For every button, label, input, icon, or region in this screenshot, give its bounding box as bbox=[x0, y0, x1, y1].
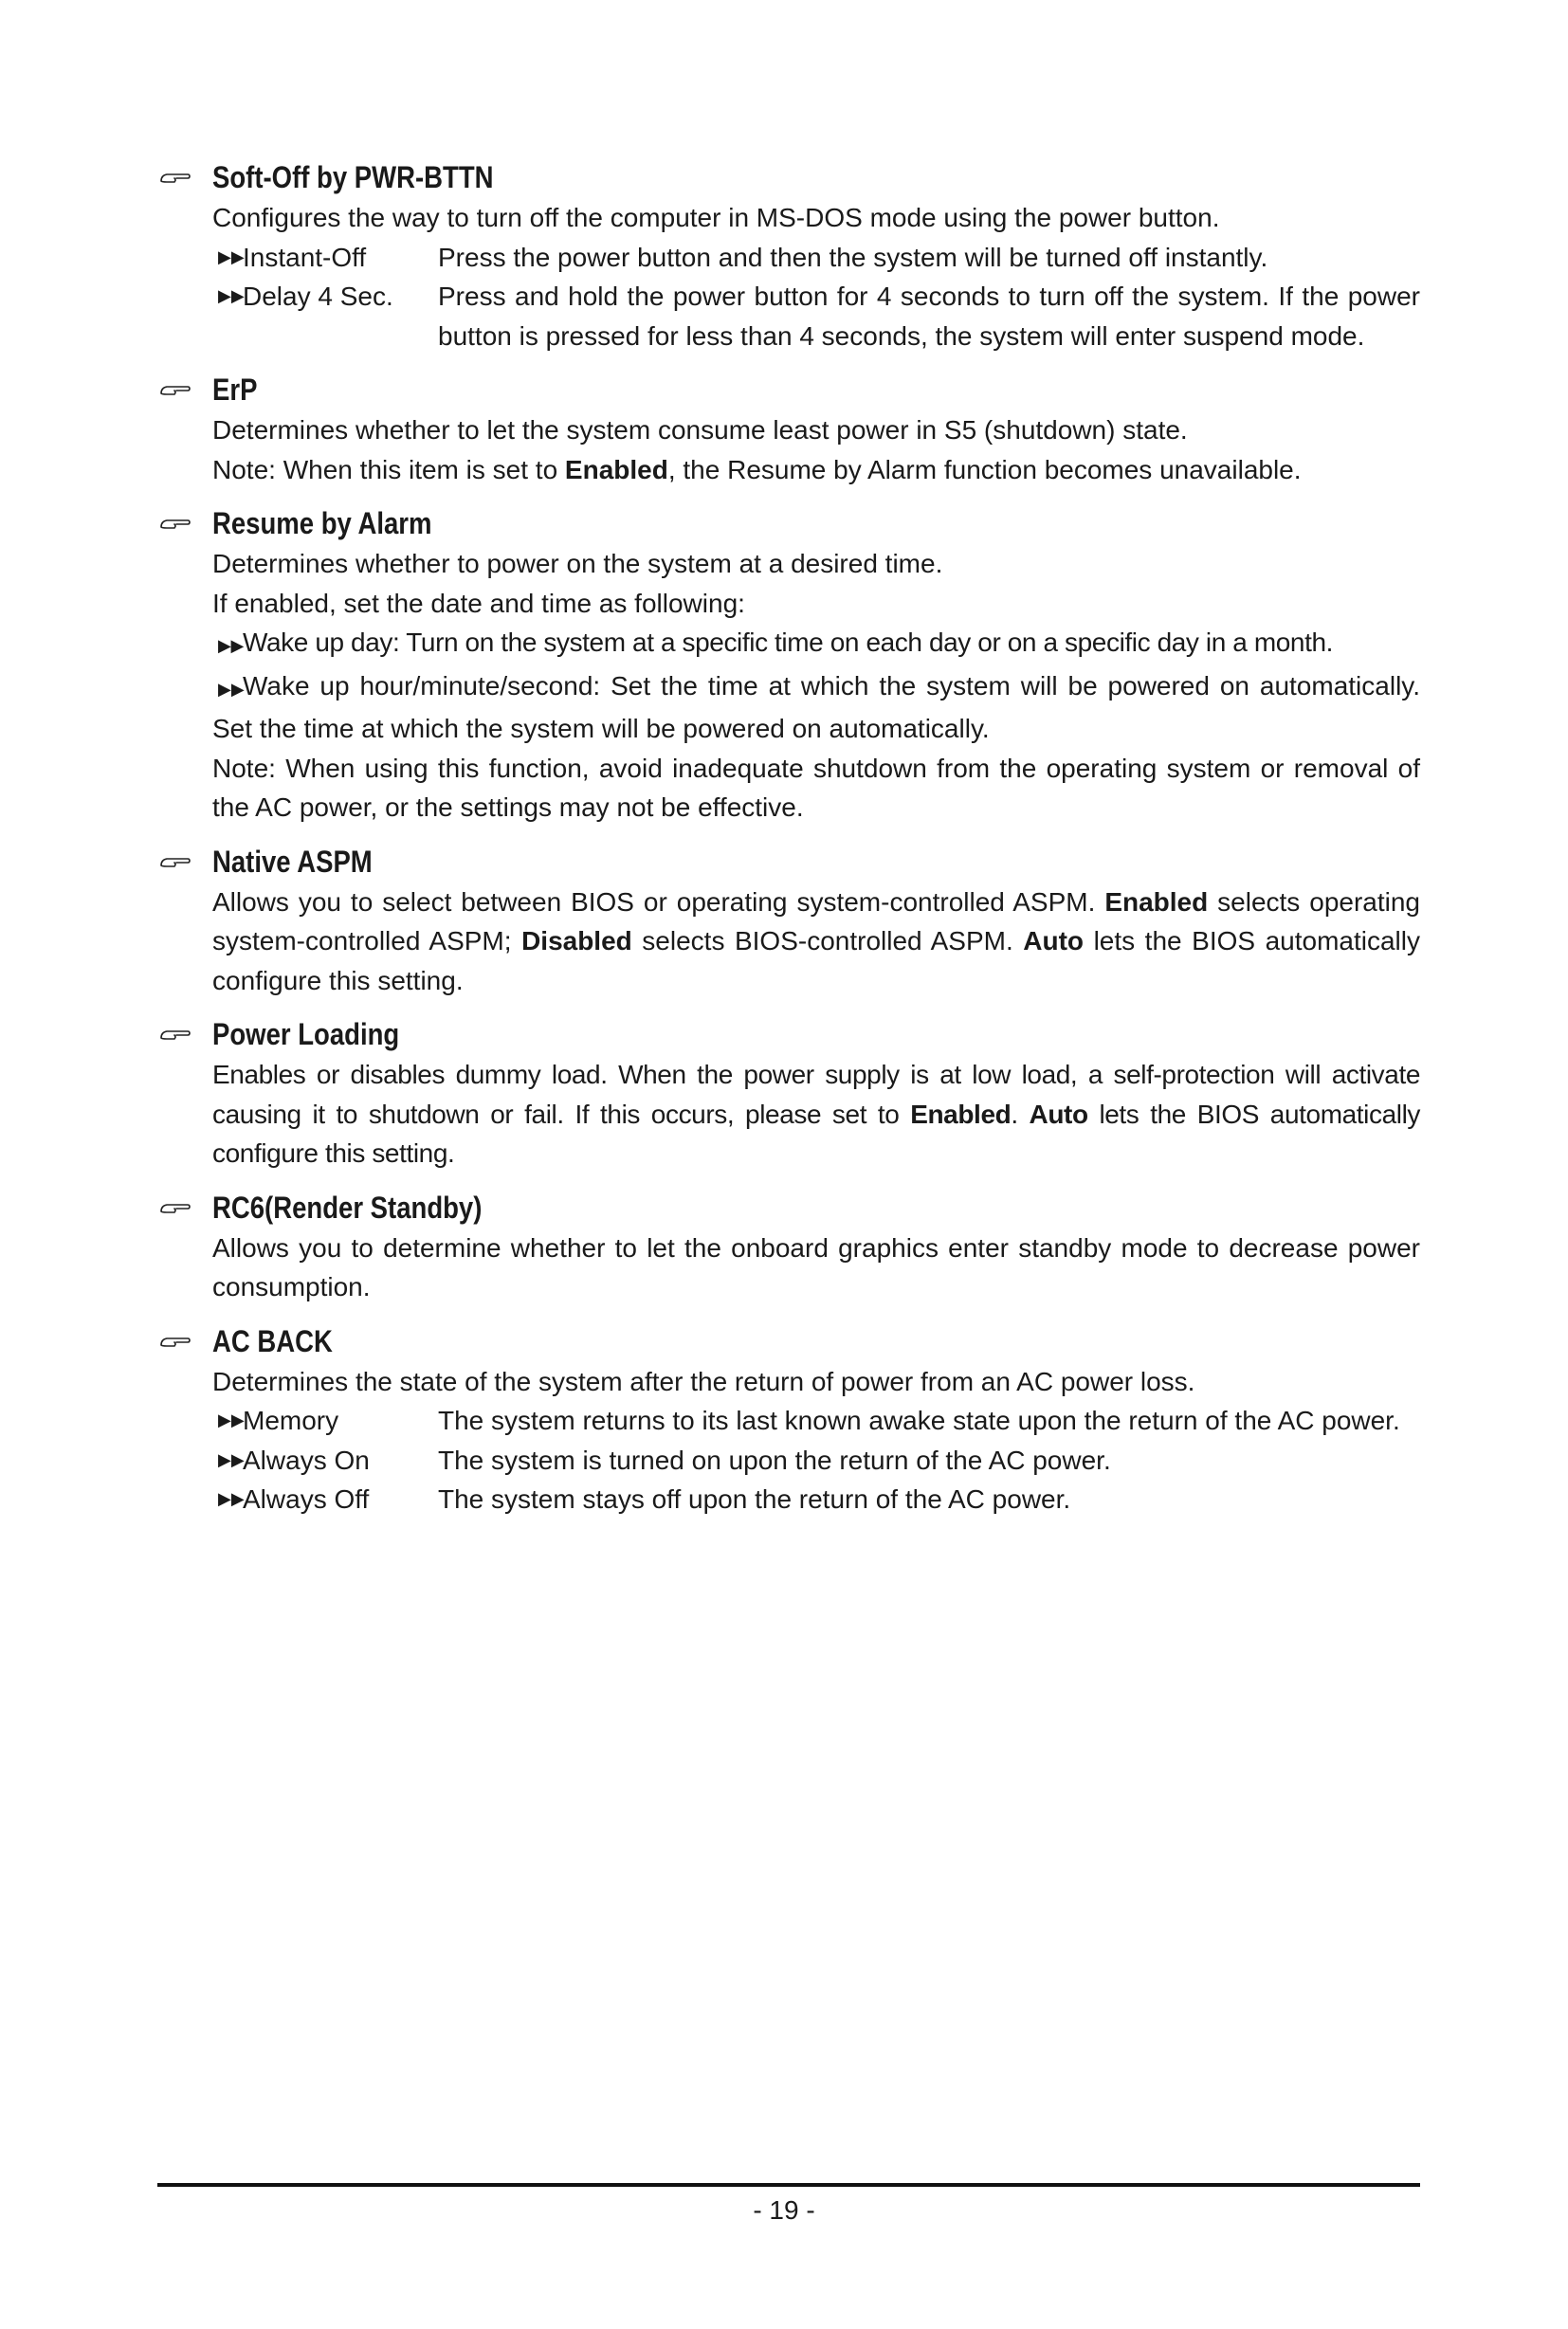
option-row bbox=[218, 1441, 1420, 1481]
section-rc6 bbox=[159, 1187, 1420, 1307]
section-description: Allows you to determine whether to let the onboard graphics enter standby mode to decrease power consumption. bbox=[212, 1232, 1420, 1301]
option-label: Memory bbox=[243, 1406, 339, 1435]
section-description: Determines the state of the system after the return of power from an AC power loss. bbox=[212, 1366, 1195, 1396]
section-erp bbox=[159, 369, 1420, 489]
pointing-hand-icon bbox=[159, 854, 191, 869]
section-title: Native ASPM bbox=[212, 844, 373, 879]
section-ac-back bbox=[159, 1320, 1420, 1519]
double-arrow-icon: ▶▶ bbox=[218, 1489, 245, 1508]
section-note: Note: When using this function, avoid inadequate shutdown from the operating system or removal of the AC power, or the settings may not be effective. bbox=[212, 753, 1420, 822]
option-label: Delay 4 Sec. bbox=[243, 282, 393, 311]
double-arrow-icon: ▶▶ bbox=[218, 1410, 245, 1429]
double-arrow-icon: ▶▶ bbox=[218, 1449, 245, 1469]
option-label: Always On bbox=[243, 1445, 370, 1475]
double-arrow-icon: ▶▶ bbox=[218, 246, 245, 266]
page-content bbox=[159, 156, 1420, 1533]
double-arrow-icon: ▶▶ bbox=[218, 679, 245, 699]
list-item: ▶▶Wake up day: Turn on the system at a specific time on each day or on a specific day in a month. bbox=[212, 623, 1420, 666]
list-item: ▶▶Wake up hour/minute/second: Set the time at which the system will be powered on automatically. Set the time at which the system will be powered on automatically. bbox=[212, 670, 1420, 743]
option-label: Always Off bbox=[243, 1484, 370, 1514]
pointing-hand-icon bbox=[159, 382, 191, 397]
option-description: The system stays off upon the return of the AC power. bbox=[438, 1484, 1071, 1514]
section-description: Determines whether to let the system consume least power in S5 (shutdown) state. bbox=[212, 415, 1188, 445]
option-row bbox=[218, 1401, 1420, 1441]
section-description: If enabled, set the date and time as following: bbox=[212, 588, 745, 618]
section-soft-off bbox=[159, 156, 1420, 355]
pointing-hand-icon bbox=[159, 170, 191, 185]
option-description: Press the power button and then the system will be turned off instantly. bbox=[438, 242, 1268, 272]
section-resume-by-alarm bbox=[159, 502, 1420, 828]
footer-divider bbox=[157, 2183, 1420, 2187]
double-arrow-icon: ▶▶ bbox=[218, 286, 245, 305]
pointing-hand-icon bbox=[159, 1027, 191, 1042]
section-description: Enables or disables dummy load. When the power supply is at low load, a self-protection will activate causing it to shutdown or fail. If this occurs, please set to Enabled. Auto lets the BIOS automatically configure this setting. bbox=[212, 1060, 1421, 1168]
section-native-aspm bbox=[159, 841, 1420, 1001]
section-note: Note: When this item is set to Enabled, the Resume by Alarm function becomes unavailable. bbox=[212, 454, 1302, 484]
option-row bbox=[218, 1480, 1420, 1519]
double-arrow-icon: ▶▶ bbox=[218, 636, 244, 655]
pointing-hand-icon bbox=[159, 1334, 191, 1349]
option-description: The system returns to its last known awake state upon the return of the AC power. bbox=[438, 1406, 1400, 1435]
section-title: AC BACK bbox=[212, 1323, 333, 1358]
option-row bbox=[218, 238, 1420, 278]
section-description: Determines whether to power on the system at a desired time. bbox=[212, 549, 943, 578]
pointing-hand-icon bbox=[159, 1200, 191, 1215]
option-row bbox=[218, 277, 1420, 355]
option-description: The system is turned on upon the return of the AC power. bbox=[438, 1445, 1111, 1475]
section-title: RC6(Render Standby) bbox=[212, 1190, 483, 1225]
section-power-loading bbox=[159, 1013, 1420, 1174]
section-description: Allows you to select between BIOS or operating system-controlled ASPM. Enabled selects operating system-controlled ASPM; Disabled selects BIOS-controlled ASPM. Auto lets the BIOS automatically configure this setting. bbox=[212, 886, 1421, 995]
section-title: Resume by Alarm bbox=[212, 506, 432, 540]
page-number: - 19 - bbox=[753, 2195, 815, 2225]
section-title: Power Loading bbox=[212, 1017, 400, 1051]
option-label: Instant-Off bbox=[243, 242, 367, 272]
pointing-hand-icon bbox=[159, 516, 191, 531]
option-description: Press and hold the power button for 4 seconds to turn off the system. If the power button is pressed for less than 4 seconds, the system will enter suspend mode. bbox=[438, 282, 1420, 351]
section-title: Soft-Off by PWR-BTTN bbox=[212, 160, 494, 194]
section-title: ErP bbox=[212, 373, 258, 407]
section-description: Configures the way to turn off the computer in MS-DOS mode using the power button. bbox=[212, 203, 1220, 232]
